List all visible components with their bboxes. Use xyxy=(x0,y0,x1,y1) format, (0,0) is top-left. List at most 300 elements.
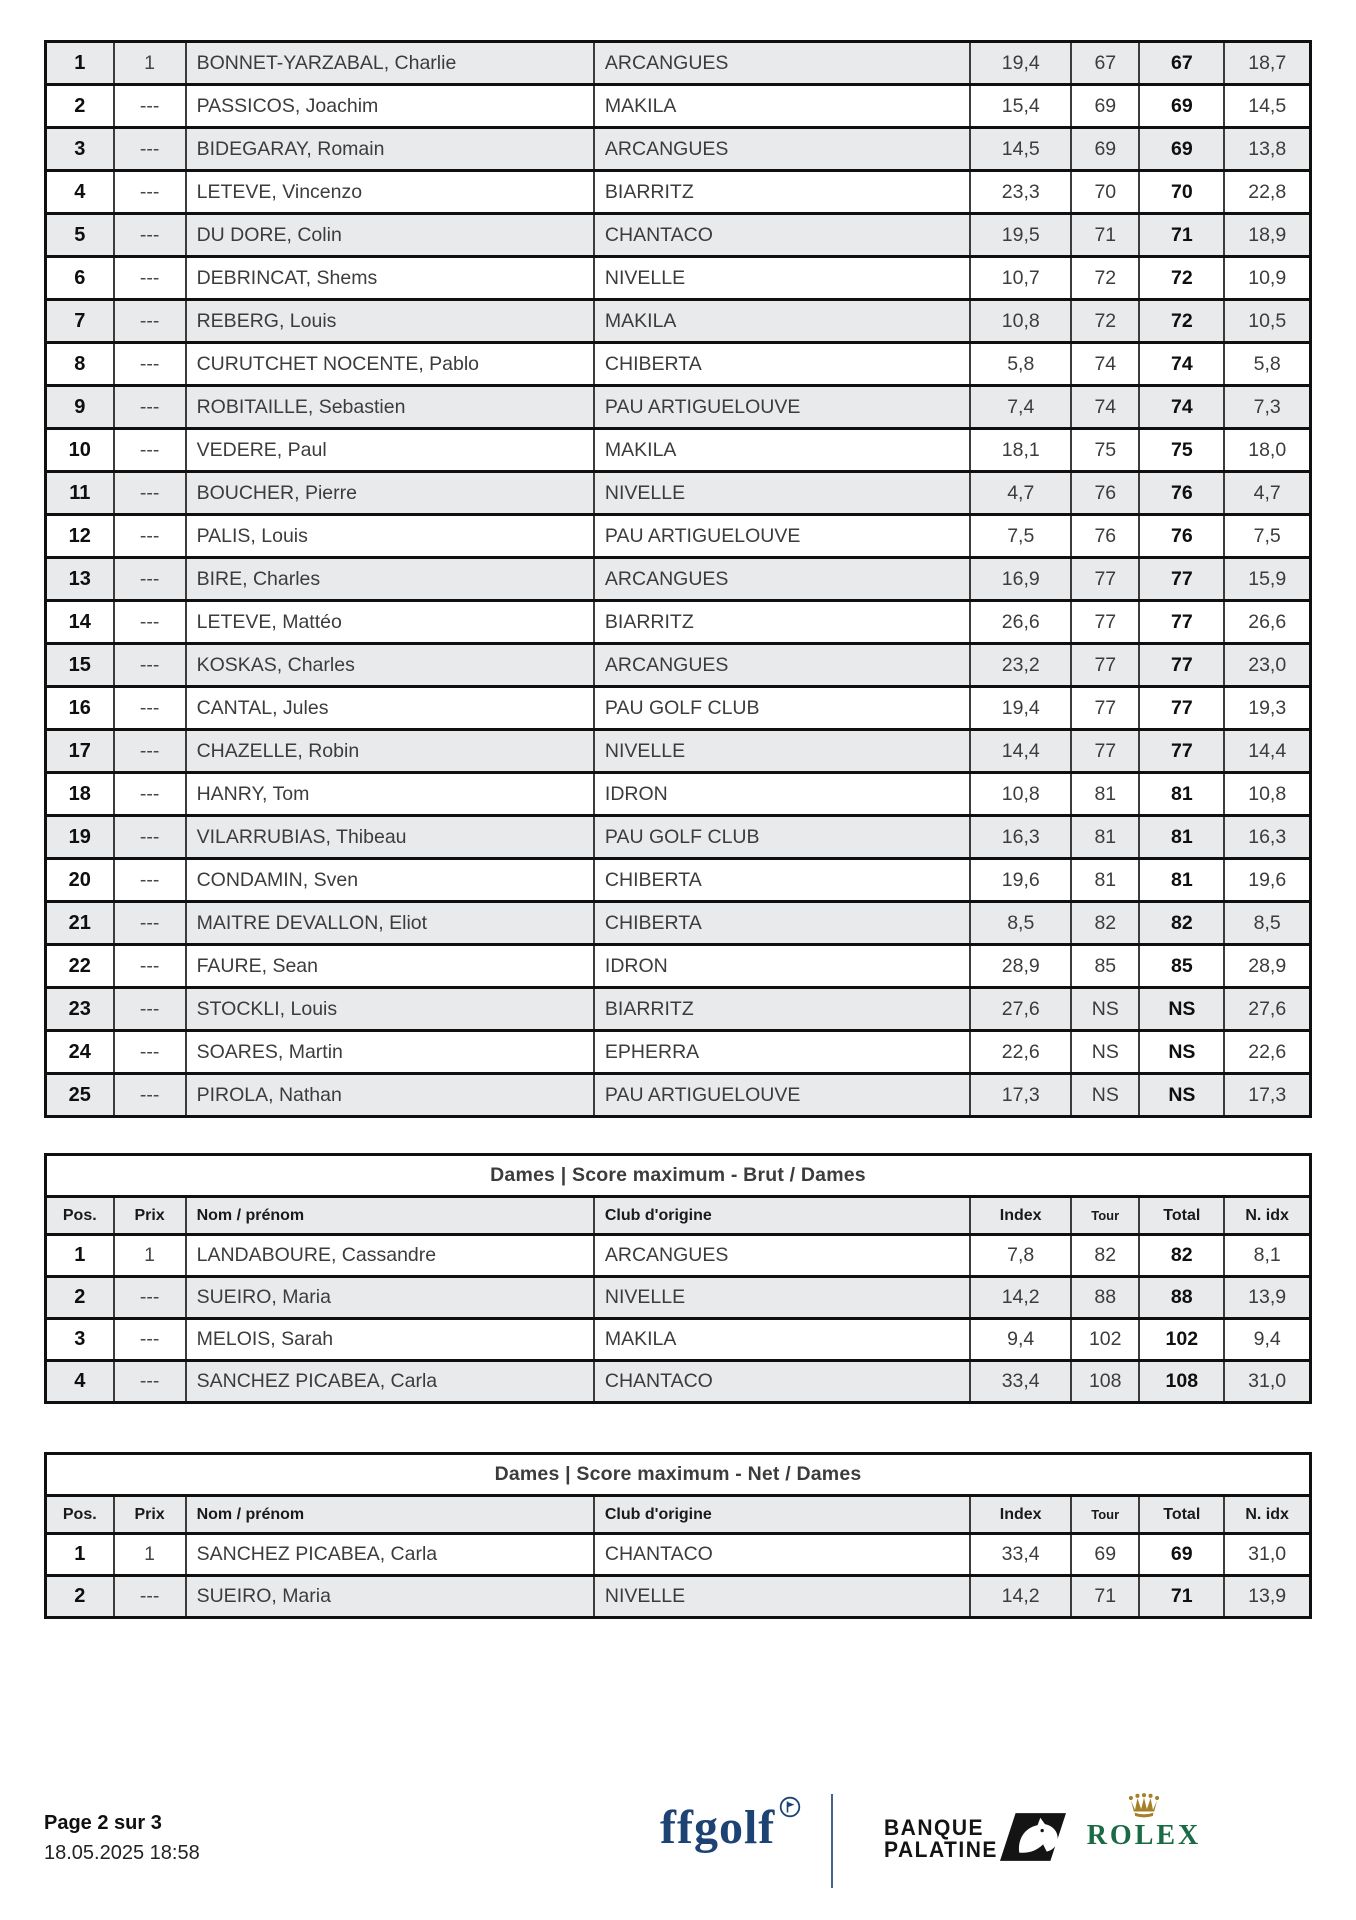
cell-total: 82 xyxy=(1139,902,1224,945)
cell-prix: 1 xyxy=(114,1534,186,1576)
cell-club: NIVELLE xyxy=(594,1576,970,1618)
cell-total: 72 xyxy=(1139,300,1224,343)
cell-prix: --- xyxy=(114,902,186,945)
cell-name: ROBITAILLE, Sebastien xyxy=(186,386,594,429)
column-header-row xyxy=(46,1496,1311,1534)
cell-tour: 77 xyxy=(1071,558,1139,601)
cell-tour: 72 xyxy=(1071,257,1139,300)
cell-prix: --- xyxy=(114,85,186,128)
cell-nidx: 13,9 xyxy=(1224,1576,1310,1618)
cell-prix: --- xyxy=(114,773,186,816)
cell-club: BIARRITZ xyxy=(594,171,970,214)
column-header-row xyxy=(46,1197,1311,1235)
cell-index: 17,3 xyxy=(970,1074,1071,1117)
cell-index: 16,9 xyxy=(970,558,1071,601)
cell-name: DU DORE, Colin xyxy=(186,214,594,257)
cell-prix: --- xyxy=(114,859,186,902)
rolex-crown-icon xyxy=(1126,1792,1162,1818)
cell-name: STOCKLI, Louis xyxy=(186,988,594,1031)
cell-club: NIVELLE xyxy=(594,1277,970,1319)
cell-tour: 74 xyxy=(1071,343,1139,386)
main-results-table xyxy=(44,40,1312,1118)
cell-prix: --- xyxy=(114,687,186,730)
cell-tour: 77 xyxy=(1071,644,1139,687)
cell-tour: 81 xyxy=(1071,816,1139,859)
cell-prix: --- xyxy=(114,1277,186,1319)
cell-prix: --- xyxy=(114,472,186,515)
table-row xyxy=(46,816,1311,859)
cell-total: 81 xyxy=(1139,816,1224,859)
cell-total: 69 xyxy=(1139,128,1224,171)
cell-total: 77 xyxy=(1139,730,1224,773)
cell-prix: --- xyxy=(114,257,186,300)
cell-club: EPHERRA xyxy=(594,1031,970,1074)
cell-club: NIVELLE xyxy=(594,257,970,300)
cell-tour: 102 xyxy=(1071,1319,1139,1361)
cell-prix: --- xyxy=(114,515,186,558)
cell-nidx: 28,9 xyxy=(1224,945,1310,988)
cell-total: NS xyxy=(1139,1031,1224,1074)
col-header-prix: Prix xyxy=(114,1496,186,1534)
cell-club: CHANTACO xyxy=(594,1361,970,1403)
banque-palatine-text xyxy=(884,1817,998,1861)
cell-prix: 1 xyxy=(114,42,186,85)
cell-index: 7,4 xyxy=(970,386,1071,429)
banque-palatine-line2: PALATINE xyxy=(884,1837,998,1863)
table-title-row xyxy=(46,1155,1311,1197)
table-row xyxy=(46,1074,1311,1117)
cell-nidx: 7,3 xyxy=(1224,386,1310,429)
cell-prix: --- xyxy=(114,128,186,171)
cell-index: 27,6 xyxy=(970,988,1071,1031)
cell-prix: --- xyxy=(114,945,186,988)
cell-total: 82 xyxy=(1139,1235,1224,1277)
cell-prix: 1 xyxy=(114,1235,186,1277)
cell-nidx: 18,9 xyxy=(1224,214,1310,257)
cell-nidx: 4,7 xyxy=(1224,472,1310,515)
cell-tour: 69 xyxy=(1071,1534,1139,1576)
cell-club: ARCANGUES xyxy=(594,1235,970,1277)
cell-total: 81 xyxy=(1139,859,1224,902)
cell-tour: 108 xyxy=(1071,1361,1139,1403)
cell-name: SUEIRO, Maria xyxy=(186,1277,594,1319)
cell-name: BIRE, Charles xyxy=(186,558,594,601)
cell-prix: --- xyxy=(114,343,186,386)
cell-club: PAU GOLF CLUB xyxy=(594,687,970,730)
cell-tour: NS xyxy=(1071,1074,1139,1117)
table-row xyxy=(46,128,1311,171)
cell-name: FAURE, Sean xyxy=(186,945,594,988)
cell-club: NIVELLE xyxy=(594,730,970,773)
page-info xyxy=(44,1808,200,1868)
cell-total: 76 xyxy=(1139,515,1224,558)
cell-club: CHANTACO xyxy=(594,214,970,257)
cell-index: 7,5 xyxy=(970,515,1071,558)
cell-pos: 4 xyxy=(46,171,114,214)
cell-tour: NS xyxy=(1071,1031,1139,1074)
cell-club: MAKILA xyxy=(594,85,970,128)
cell-name: MELOIS, Sarah xyxy=(186,1319,594,1361)
ffgolf-logo-text: ffgolf xyxy=(660,1801,776,1854)
cell-nidx: 9,4 xyxy=(1224,1319,1310,1361)
cell-total: 77 xyxy=(1139,558,1224,601)
cell-name: BOUCHER, Pierre xyxy=(186,472,594,515)
cell-pos: 5 xyxy=(46,214,114,257)
cell-prix: --- xyxy=(114,429,186,472)
cell-club: CHIBERTA xyxy=(594,902,970,945)
cell-name: SUEIRO, Maria xyxy=(186,1576,594,1618)
dames-brut-table xyxy=(44,1153,1312,1404)
cell-pos: 9 xyxy=(46,386,114,429)
cell-name: PIROLA, Nathan xyxy=(186,1074,594,1117)
cell-pos: 1 xyxy=(46,1534,114,1576)
cell-nidx: 5,8 xyxy=(1224,343,1310,386)
cell-prix: --- xyxy=(114,601,186,644)
cell-total: 71 xyxy=(1139,1576,1224,1618)
cell-tour: 71 xyxy=(1071,214,1139,257)
cell-name: LETEVE, Vincenzo xyxy=(186,171,594,214)
cell-pos: 12 xyxy=(46,515,114,558)
cell-name: PALIS, Louis xyxy=(186,515,594,558)
cell-club: BIARRITZ xyxy=(594,601,970,644)
cell-nidx: 14,5 xyxy=(1224,85,1310,128)
cell-name: BIDEGARAY, Romain xyxy=(186,128,594,171)
cell-club: ARCANGUES xyxy=(594,558,970,601)
cell-pos: 3 xyxy=(46,128,114,171)
cell-index: 10,7 xyxy=(970,257,1071,300)
cell-index: 4,7 xyxy=(970,472,1071,515)
table-row xyxy=(46,1319,1311,1361)
cell-nidx: 7,5 xyxy=(1224,515,1310,558)
cell-total: 85 xyxy=(1139,945,1224,988)
cell-nidx: 15,9 xyxy=(1224,558,1310,601)
cell-pos: 23 xyxy=(46,988,114,1031)
table-row xyxy=(46,773,1311,816)
cell-total: 81 xyxy=(1139,773,1224,816)
cell-name: KOSKAS, Charles xyxy=(186,644,594,687)
cell-pos: 2 xyxy=(46,1576,114,1618)
cell-tour: 82 xyxy=(1071,1235,1139,1277)
cell-club: PAU ARTIGUELOUVE xyxy=(594,1074,970,1117)
cell-tour: NS xyxy=(1071,988,1139,1031)
cell-pos: 1 xyxy=(46,1235,114,1277)
cell-nidx: 18,0 xyxy=(1224,429,1310,472)
cell-name: CHAZELLE, Robin xyxy=(186,730,594,773)
cell-nidx: 10,5 xyxy=(1224,300,1310,343)
cell-index: 19,4 xyxy=(970,42,1071,85)
table-row xyxy=(46,730,1311,773)
cell-tour: 76 xyxy=(1071,515,1139,558)
rolex-logo xyxy=(1086,1792,1202,1852)
cell-nidx: 13,9 xyxy=(1224,1277,1310,1319)
cell-name: CURUTCHET NOCENTE, Pablo xyxy=(186,343,594,386)
cell-total: 77 xyxy=(1139,644,1224,687)
cell-club: CHANTACO xyxy=(594,1534,970,1576)
cell-club: PAU ARTIGUELOUVE xyxy=(594,386,970,429)
cell-tour: 81 xyxy=(1071,773,1139,816)
cell-prix: --- xyxy=(114,644,186,687)
table-row xyxy=(46,472,1311,515)
col-header-club: Club d'origine xyxy=(594,1496,970,1534)
cell-name: SOARES, Martin xyxy=(186,1031,594,1074)
table-row xyxy=(46,257,1311,300)
cell-prix: --- xyxy=(114,1031,186,1074)
cell-prix: --- xyxy=(114,1074,186,1117)
cell-total: 69 xyxy=(1139,1534,1224,1576)
col-header-tour: Tour xyxy=(1071,1197,1139,1235)
table-title: Dames | Score maximum - Net / Dames xyxy=(46,1454,1311,1496)
cell-pos: 10 xyxy=(46,429,114,472)
cell-index: 22,6 xyxy=(970,1031,1071,1074)
cell-pos: 16 xyxy=(46,687,114,730)
table-row xyxy=(46,85,1311,128)
cell-nidx: 31,0 xyxy=(1224,1534,1310,1576)
cell-total: 77 xyxy=(1139,687,1224,730)
cell-prix: --- xyxy=(114,1319,186,1361)
cell-club: PAU ARTIGUELOUVE xyxy=(594,515,970,558)
cell-tour: 77 xyxy=(1071,730,1139,773)
cell-name: CONDAMIN, Sven xyxy=(186,859,594,902)
table-row xyxy=(46,429,1311,472)
cell-name: PASSICOS, Joachim xyxy=(186,85,594,128)
cell-index: 23,2 xyxy=(970,644,1071,687)
cell-club: PAU GOLF CLUB xyxy=(594,816,970,859)
col-header-nidx: N. idx xyxy=(1224,1496,1310,1534)
cell-nidx: 23,0 xyxy=(1224,644,1310,687)
cell-tour: 81 xyxy=(1071,859,1139,902)
cell-name: DEBRINCAT, Shems xyxy=(186,257,594,300)
table-row xyxy=(46,42,1311,85)
cell-total: 102 xyxy=(1139,1319,1224,1361)
col-header-name: Nom / prénom xyxy=(186,1197,594,1235)
table-row xyxy=(46,859,1311,902)
cell-tour: 82 xyxy=(1071,902,1139,945)
cell-pos: 2 xyxy=(46,1277,114,1319)
table-row xyxy=(46,171,1311,214)
cell-pos: 22 xyxy=(46,945,114,988)
cell-name: LANDABOURE, Cassandre xyxy=(186,1235,594,1277)
cell-prix: --- xyxy=(114,730,186,773)
table-row xyxy=(46,1277,1311,1319)
cell-nidx: 18,7 xyxy=(1224,42,1310,85)
table-row xyxy=(46,1576,1311,1618)
main-results-body xyxy=(46,42,1311,1117)
cell-pos: 25 xyxy=(46,1074,114,1117)
cell-total: 71 xyxy=(1139,214,1224,257)
cell-index: 33,4 xyxy=(970,1361,1071,1403)
table-row xyxy=(46,988,1311,1031)
cell-pos: 6 xyxy=(46,257,114,300)
rolex-logo-text: ROLEX xyxy=(1086,1820,1202,1851)
cell-total: 67 xyxy=(1139,42,1224,85)
cell-index: 14,2 xyxy=(970,1277,1071,1319)
cell-total: 76 xyxy=(1139,472,1224,515)
cell-pos: 4 xyxy=(46,1361,114,1403)
col-header-total: Total xyxy=(1139,1197,1224,1235)
cell-total: 69 xyxy=(1139,85,1224,128)
cell-club: MAKILA xyxy=(594,429,970,472)
cell-total: 74 xyxy=(1139,386,1224,429)
table-row xyxy=(46,558,1311,601)
page-number: Page 2 sur 3 xyxy=(44,1812,162,1834)
cell-total: 77 xyxy=(1139,601,1224,644)
cell-club: BIARRITZ xyxy=(594,988,970,1031)
cell-nidx: 17,3 xyxy=(1224,1074,1310,1117)
table-row xyxy=(46,1031,1311,1074)
cell-tour: 88 xyxy=(1071,1277,1139,1319)
cell-club: CHIBERTA xyxy=(594,343,970,386)
cell-tour: 71 xyxy=(1071,1576,1139,1618)
cell-name: SANCHEZ PICABEA, Carla xyxy=(186,1534,594,1576)
cell-tour: 77 xyxy=(1071,687,1139,730)
cell-pos: 2 xyxy=(46,85,114,128)
cell-index: 19,4 xyxy=(970,687,1071,730)
cell-index: 14,2 xyxy=(970,1576,1071,1618)
cell-nidx: 26,6 xyxy=(1224,601,1310,644)
banque-palatine-logo xyxy=(884,1816,1066,1862)
cell-prix: --- xyxy=(114,1576,186,1618)
cell-pos: 1 xyxy=(46,42,114,85)
cell-index: 7,8 xyxy=(970,1235,1071,1277)
cell-nidx: 8,1 xyxy=(1224,1235,1310,1277)
cell-index: 5,8 xyxy=(970,343,1071,386)
cell-index: 10,8 xyxy=(970,773,1071,816)
cell-pos: 18 xyxy=(46,773,114,816)
col-header-index: Index xyxy=(970,1197,1071,1235)
cell-name: CANTAL, Jules xyxy=(186,687,594,730)
cell-tour: 85 xyxy=(1071,945,1139,988)
cell-club: CHIBERTA xyxy=(594,859,970,902)
cell-pos: 13 xyxy=(46,558,114,601)
cell-name: VEDERE, Paul xyxy=(186,429,594,472)
banque-palatine-line1: BANQUE xyxy=(884,1815,985,1841)
table-row xyxy=(46,1534,1311,1576)
banque-palatine-horse-icon xyxy=(1000,1812,1066,1862)
cell-prix: --- xyxy=(114,300,186,343)
cell-pos: 11 xyxy=(46,472,114,515)
cell-pos: 7 xyxy=(46,300,114,343)
cell-name: SANCHEZ PICABEA, Carla xyxy=(186,1361,594,1403)
cell-nidx: 19,3 xyxy=(1224,687,1310,730)
cell-index: 14,5 xyxy=(970,128,1071,171)
cell-prix: --- xyxy=(114,386,186,429)
cell-name: LETEVE, Mattéo xyxy=(186,601,594,644)
cell-club: NIVELLE xyxy=(594,472,970,515)
cell-club: IDRON xyxy=(594,945,970,988)
table-row xyxy=(46,644,1311,687)
table-row xyxy=(46,386,1311,429)
cell-name: HANRY, Tom xyxy=(186,773,594,816)
table-row xyxy=(46,1235,1311,1277)
cell-pos: 17 xyxy=(46,730,114,773)
ffgolf-trademark-flag-icon xyxy=(779,1796,801,1818)
cell-name: BONNET-YARZABAL, Charlie xyxy=(186,42,594,85)
cell-total: 70 xyxy=(1139,171,1224,214)
cell-club: MAKILA xyxy=(594,1319,970,1361)
cell-tour: 70 xyxy=(1071,171,1139,214)
cell-tour: 69 xyxy=(1071,128,1139,171)
cell-nidx: 13,8 xyxy=(1224,128,1310,171)
col-header-total: Total xyxy=(1139,1496,1224,1534)
cell-nidx: 10,8 xyxy=(1224,773,1310,816)
cell-nidx: 22,8 xyxy=(1224,171,1310,214)
cell-nidx: 8,5 xyxy=(1224,902,1310,945)
cell-index: 16,3 xyxy=(970,816,1071,859)
cell-tour: 74 xyxy=(1071,386,1139,429)
cell-index: 23,3 xyxy=(970,171,1071,214)
table-row xyxy=(46,601,1311,644)
cell-club: ARCANGUES xyxy=(594,42,970,85)
cell-prix: --- xyxy=(114,816,186,859)
cell-index: 19,5 xyxy=(970,214,1071,257)
cell-prix: --- xyxy=(114,171,186,214)
cell-pos: 3 xyxy=(46,1319,114,1361)
table-row xyxy=(46,902,1311,945)
logo-divider xyxy=(831,1794,833,1888)
cell-total: 72 xyxy=(1139,257,1224,300)
cell-pos: 15 xyxy=(46,644,114,687)
cell-total: 75 xyxy=(1139,429,1224,472)
cell-index: 33,4 xyxy=(970,1534,1071,1576)
dames-brut-body xyxy=(46,1235,1311,1403)
cell-nidx: 31,0 xyxy=(1224,1361,1310,1403)
table-title-row xyxy=(46,1454,1311,1496)
cell-index: 28,9 xyxy=(970,945,1071,988)
cell-index: 18,1 xyxy=(970,429,1071,472)
cell-nidx: 27,6 xyxy=(1224,988,1310,1031)
cell-prix: --- xyxy=(114,1361,186,1403)
table-row xyxy=(46,214,1311,257)
table-row xyxy=(46,945,1311,988)
dames-net-body xyxy=(46,1534,1311,1618)
col-header-pos: Pos. xyxy=(46,1496,114,1534)
table-row xyxy=(46,300,1311,343)
col-header-prix: Prix xyxy=(114,1197,186,1235)
cell-tour: 76 xyxy=(1071,472,1139,515)
cell-tour: 72 xyxy=(1071,300,1139,343)
cell-prix: --- xyxy=(114,558,186,601)
cell-nidx: 10,9 xyxy=(1224,257,1310,300)
col-header-tour: Tour xyxy=(1071,1496,1139,1534)
col-header-name: Nom / prénom xyxy=(186,1496,594,1534)
cell-nidx: 16,3 xyxy=(1224,816,1310,859)
ffgolf-logo xyxy=(660,1800,775,1855)
cell-pos: 20 xyxy=(46,859,114,902)
cell-tour: 75 xyxy=(1071,429,1139,472)
table-row xyxy=(46,515,1311,558)
cell-prix: --- xyxy=(114,214,186,257)
cell-index: 8,5 xyxy=(970,902,1071,945)
cell-total: 88 xyxy=(1139,1277,1224,1319)
cell-club: ARCANGUES xyxy=(594,128,970,171)
cell-prix: --- xyxy=(114,988,186,1031)
page-footer xyxy=(0,1790,1356,1920)
table-title: Dames | Score maximum - Brut / Dames xyxy=(46,1155,1311,1197)
col-header-index: Index xyxy=(970,1496,1071,1534)
cell-index: 26,6 xyxy=(970,601,1071,644)
cell-total: 74 xyxy=(1139,343,1224,386)
cell-pos: 21 xyxy=(46,902,114,945)
cell-name: MAITRE DEVALLON, Eliot xyxy=(186,902,594,945)
cell-club: IDRON xyxy=(594,773,970,816)
cell-name: VILARRUBIAS, Thibeau xyxy=(186,816,594,859)
cell-nidx: 22,6 xyxy=(1224,1031,1310,1074)
cell-pos: 8 xyxy=(46,343,114,386)
cell-index: 10,8 xyxy=(970,300,1071,343)
cell-index: 19,6 xyxy=(970,859,1071,902)
cell-total: NS xyxy=(1139,1074,1224,1117)
table-row xyxy=(46,343,1311,386)
